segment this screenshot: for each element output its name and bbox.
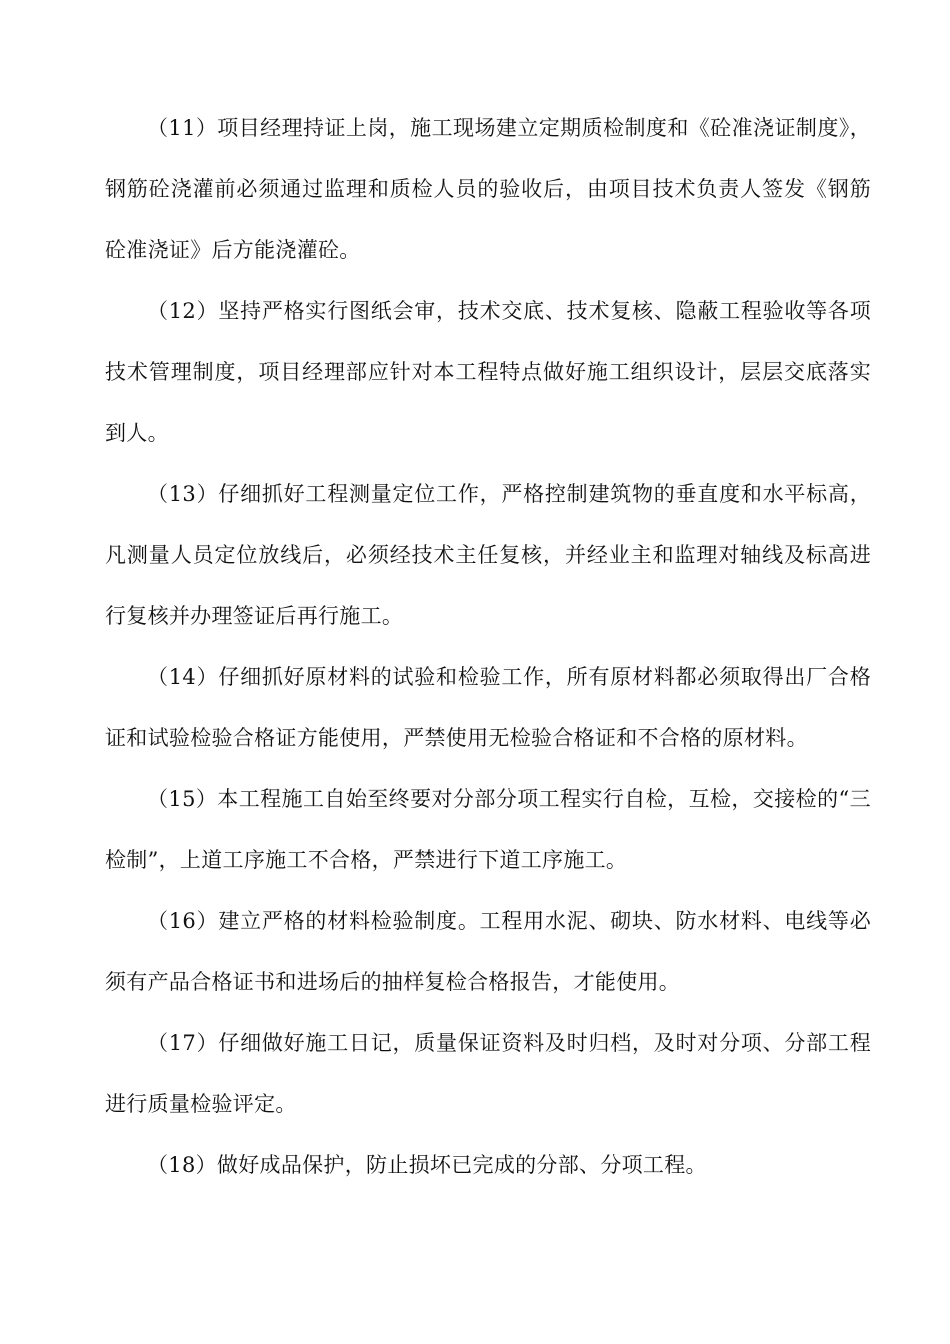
- paragraph-12: （12）坚持严格实行图纸会审，技术交底、技术复核、隐蔽工程验收等各项技术管理制度，项目经理部应针对本工程特点做好施工组织设计，层层交底落实到人。: [105, 299, 871, 445]
- paragraph-11: （11）项目经理持证上岗，施工现场建立定期质检制度和《砼准浇证制度》，钢筋砼浇灌前必须通过监理和质检人员的验收后，由项目技术负责人签发《钢筋砼准浇证》后方能浇灌砼。: [105, 116, 871, 262]
- document-body: [105, 98, 871, 1196]
- paragraph-15: （15）本工程施工自始至终要对分部分项工程实行自检，互检，交接检的“三检制”，上道工序施工不合格，严禁进行下道工序施工。: [105, 787, 871, 872]
- paragraph-13: （13）仔细抓好工程测量定位工作，严格控制建筑物的垂直度和水平标高，凡测量人员定位放线后，必须经技术主任复核，并经业主和监理对轴线及标高进行复核并办理签证后再行施工。: [105, 482, 871, 628]
- paragraph-17: （17）仔细做好施工日记，质量保证资料及时归档，及时对分项、分部工程进行质量检验评定。: [105, 1031, 871, 1116]
- paragraph-14: （14）仔细抓好原材料的试验和检验工作，所有原材料都必须取得出厂合格证和试验检验合格证方能使用，严禁使用无检验合格证和不合格的原材料。: [105, 665, 871, 750]
- paragraph-18: （18）做好成品保护，防止损坏已完成的分部、分项工程。: [147, 1153, 707, 1177]
- paragraph-16: （16）建立严格的材料检验制度。工程用水泥、砌块、防水材料、电线等必须有产品合格证书和进场后的抽样复检合格报告，才能使用。: [105, 909, 871, 994]
